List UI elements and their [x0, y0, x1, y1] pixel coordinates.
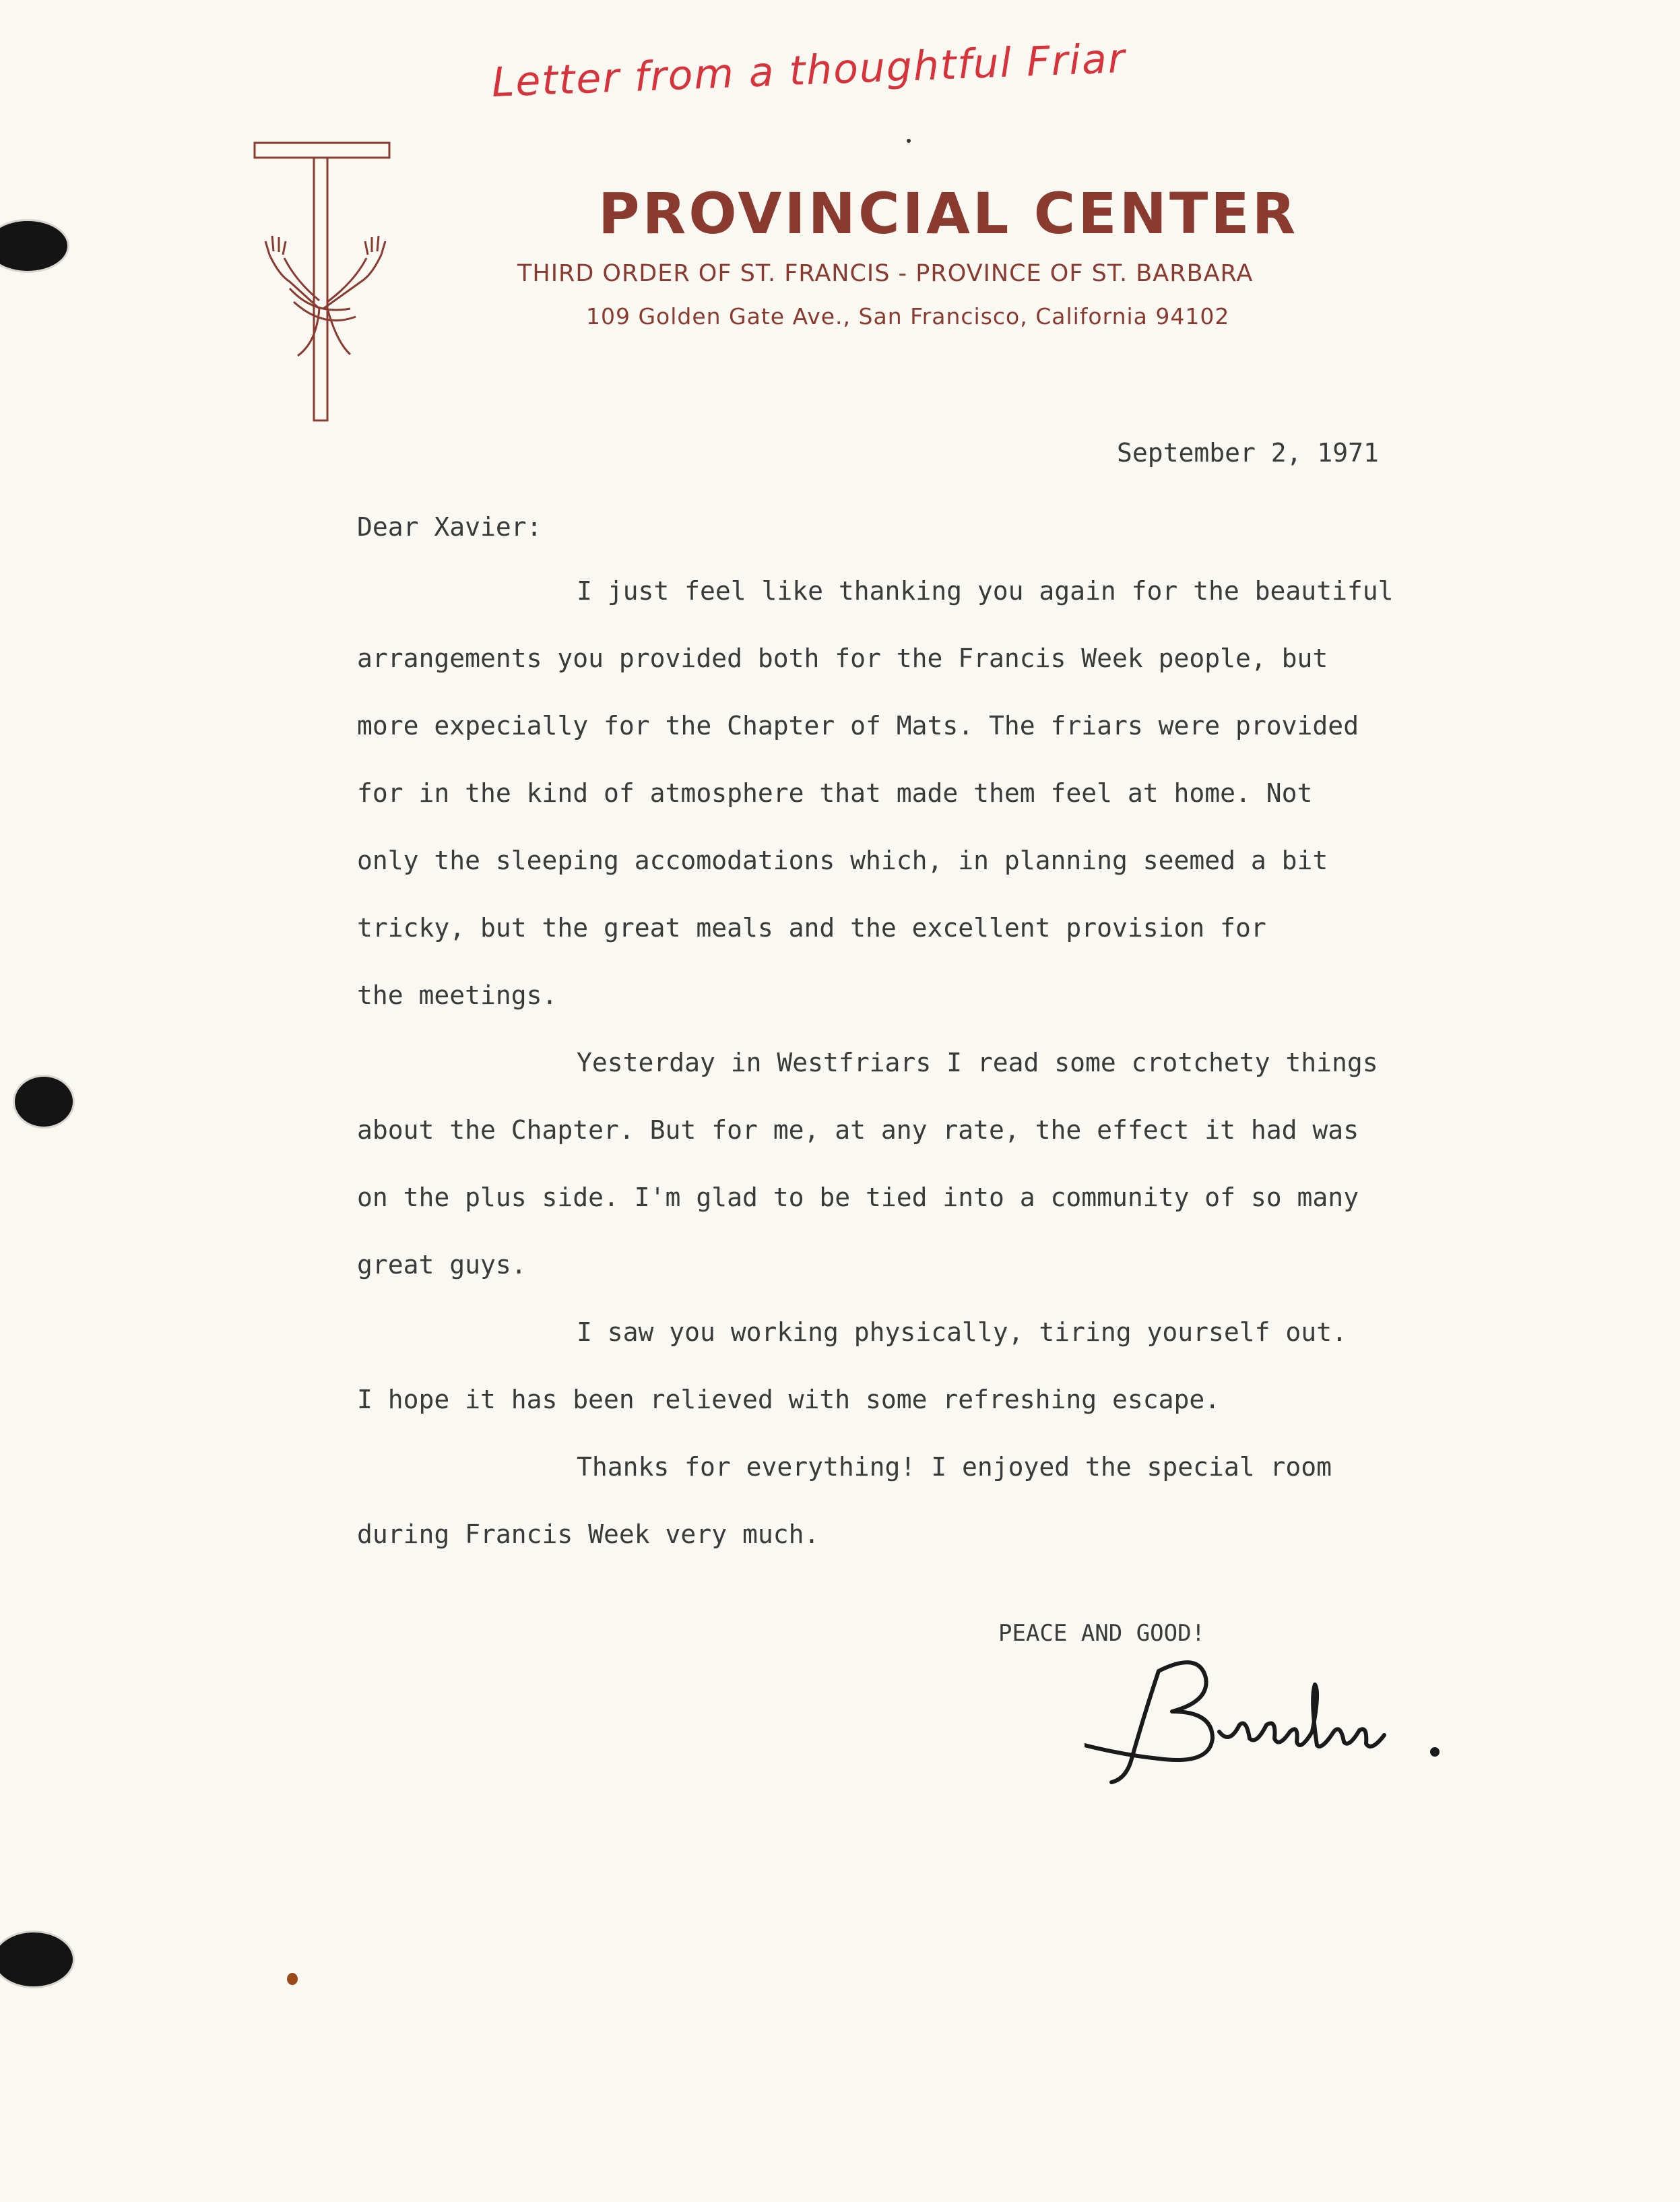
letterhead-address: 109 Golden Gate Ave., San Francisco, California 94102: [586, 303, 1230, 329]
body-line: Thanks for everything! I enjoyed the special room: [577, 1452, 1332, 1482]
tau-cross-with-arms-icon: [249, 140, 397, 423]
body-line: arrangements you provided both for the Francis Week people, but: [357, 643, 1328, 673]
punch-hole-top: [0, 221, 67, 271]
closing: PEACE AND GOOD!: [998, 1620, 1206, 1647]
body-line: I just feel like thanking you again for the beautiful: [577, 576, 1394, 606]
body-line: I saw you working physically, tiring yourself out.: [577, 1317, 1347, 1347]
body-line: only the sleeping accomodations which, in planning seemed a bit: [357, 846, 1328, 875]
letterhead-title: PROVINCIAL CENTER: [598, 181, 1299, 247]
ink-speck: [907, 139, 911, 143]
body-line: on the plus side. I'm glad to be tied into a community of so many: [357, 1183, 1359, 1212]
salutation: Dear Xavier:: [357, 512, 542, 542]
body-line: more expecially for the Chapter of Mats. The friars were provided: [357, 711, 1359, 741]
signature: [1085, 1644, 1462, 1792]
punch-hole-middle: [15, 1077, 73, 1127]
letter-date: September 2, 1971: [1117, 438, 1379, 468]
body-line: Yesterday in Westfriars I read some crotchety things: [577, 1048, 1378, 1077]
body-line: I hope it has been relieved with some refreshing escape.: [357, 1385, 1221, 1414]
body-line: the meetings.: [357, 980, 558, 1010]
letterhead-subtitle: THIRD ORDER OF ST. FRANCIS - PROVINCE OF ST. BARBARA: [517, 260, 1254, 287]
body-line: about the Chapter. But for me, at any rate, the effect it had was: [357, 1115, 1359, 1145]
body-line: tricky, but the great meals and the excellent provision for: [357, 913, 1266, 943]
body-line: great guys.: [357, 1250, 527, 1280]
body-line: for in the kind of atmosphere that made them feel at home. Not: [357, 778, 1313, 808]
punch-hole-bottom: [0, 1932, 73, 1986]
handwritten-annotation: Letter from a thoughtful Friar: [490, 34, 1127, 106]
body-line: during Francis Week very much.: [357, 1519, 820, 1549]
ink-speck: [287, 1973, 298, 1985]
